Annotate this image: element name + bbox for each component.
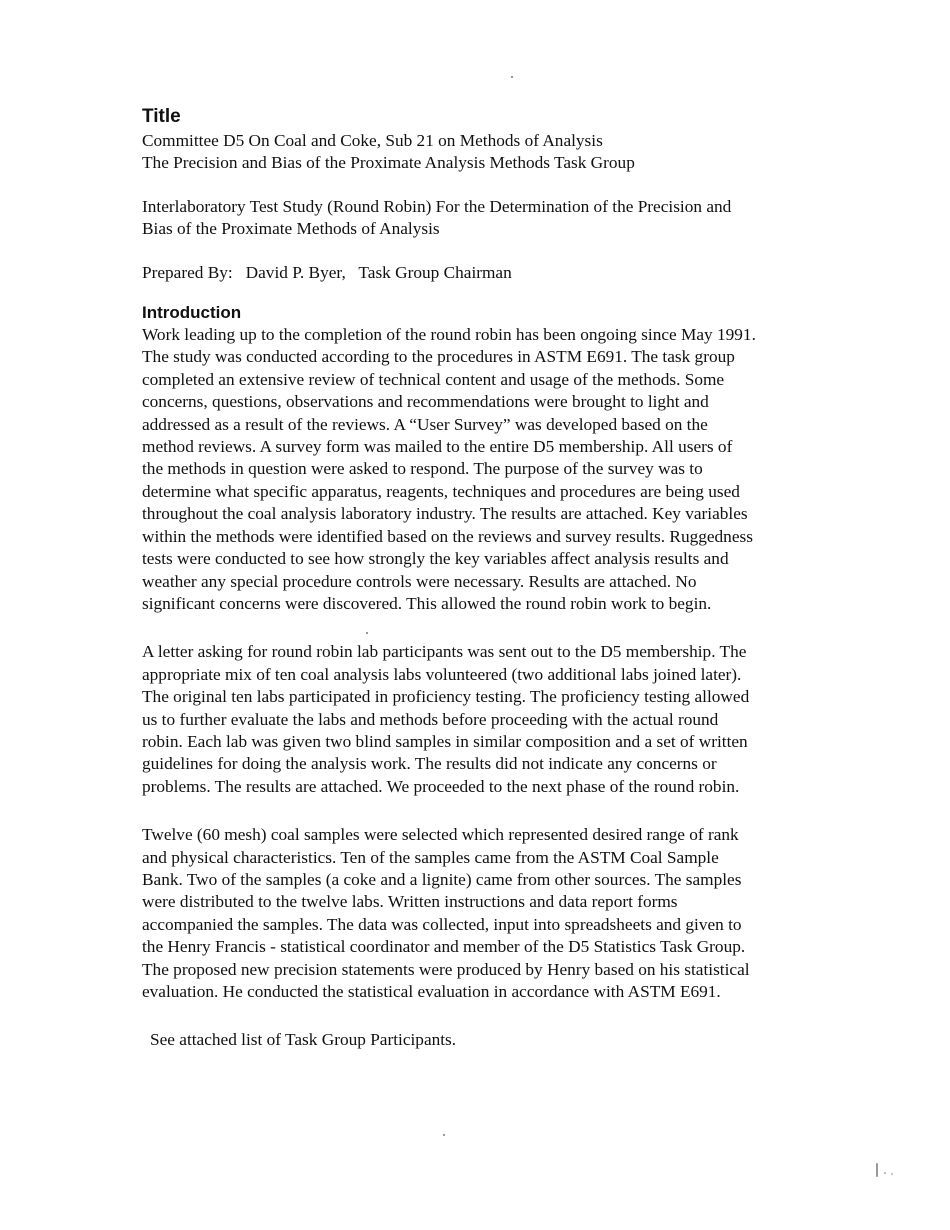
paragraph-line: were distributed to the twelve labs. Written instructions and data report forms (142, 892, 678, 912)
scan-speck (366, 632, 368, 634)
paragraph-line: completed an extensive review of technical content and usage of the methods. Some (142, 369, 725, 389)
paragraph-line: addressed as a result of the reviews. A “User Survey” was developed based on the (142, 414, 708, 434)
paragraph-line: the Henry Francis - statistical coordinator and member of the D5 Statistics Task Group. (142, 937, 746, 957)
study-title-line: Bias of the Proximate Methods of Analysis (142, 219, 440, 239)
paragraph-line: within the methods were identified based on the reviews and survey results. Ruggedness (142, 526, 753, 546)
paragraph-line: appropriate mix of ten coal analysis labs volunteered (two additional labs joined later). (142, 664, 742, 684)
paragraph-line: us to further evaluate the labs and methods before proceeding with the actual round (142, 709, 719, 729)
paragraph-line: guidelines for doing the analysis work. The results did not indicate any concerns or (142, 754, 717, 774)
paragraph-line: the methods in question were asked to respond. The purpose of the survey was to (142, 459, 703, 479)
document-page (142, 104, 822, 1052)
study-title (142, 196, 822, 241)
intro-paragraph-3 (142, 824, 822, 1003)
see-attached-note: See attached list of Task Group Participants. (150, 1030, 457, 1050)
paragraph-line: The proposed new precision statements were produced by Henry based on his statistical (142, 959, 750, 979)
task-group-line: The Precision and Bias of the Proximate Analysis Methods Task Group (142, 153, 635, 173)
scan-speck (891, 1173, 893, 1175)
title-heading: Title (142, 106, 181, 127)
scan-speck (511, 76, 513, 78)
paragraph-line: accompanied the samples. The data was collected, input into spreadsheets and given to (142, 914, 742, 934)
paragraph-line: The original ten labs participated in proficiency testing. The proficiency testing allowed (142, 687, 750, 707)
scan-speck (884, 1172, 886, 1174)
paragraph-line: weather any special procedure controls were necessary. Results are attached. No (142, 571, 697, 591)
paragraph-line: tests were conducted to see how strongly the key variables affect analysis results and (142, 549, 729, 569)
paragraph-line: A letter asking for round robin lab participants was sent out to the D5 membership. The (142, 642, 747, 662)
scan-speck (876, 1163, 878, 1177)
paragraph-line: Bank. Two of the samples (a coke and a lignite) came from other sources. The samples (142, 869, 742, 889)
paragraph-line: problems. The results are attached. We proceeded to the next phase of the round robin. (142, 776, 740, 796)
scan-speck (443, 1134, 445, 1136)
committee-lines (142, 130, 822, 175)
paragraph-line: Twelve (60 mesh) coal samples were selected which represented desired range of rank (142, 825, 739, 845)
intro-paragraph-2 (142, 641, 822, 798)
paragraph-line: Work leading up to the completion of the round robin has been ongoing since May 1991. (142, 325, 756, 345)
intro-paragraph-1 (142, 324, 822, 615)
paragraph-line: determine what specific apparatus, reagents, techniques and procedures are being used (142, 481, 740, 501)
committee-line: Committee D5 On Coal and Coke, Sub 21 on Methods of Analysis (142, 131, 603, 150)
paragraph-line: significant concerns were discovered. This allowed the round robin work to begin. (142, 593, 712, 613)
paragraph-line: method reviews. A survey form was mailed to the entire D5 membership. All users of (142, 437, 733, 457)
prepared-by: Prepared By: David P. Byer, Task Group Chairman (142, 262, 512, 282)
introduction-heading: Introduction (142, 303, 242, 323)
paragraph-line: evaluation. He conducted the statistical evaluation in accordance with ASTM E691. (142, 982, 721, 1001)
paragraph-line: The study was conducted according to the procedures in ASTM E691. The task group (142, 347, 735, 367)
paragraph-line: robin. Each lab was given two blind samples in similar composition and a set of written (142, 731, 748, 751)
paragraph-line: and physical characteristics. Ten of the samples came from the ASTM Coal Sample (142, 847, 719, 867)
study-title-line: Interlaboratory Test Study (Round Robin) For the Determination of the Precision and (142, 196, 732, 216)
paragraph-line: concerns, questions, observations and recommendations were brought to light and (142, 392, 709, 412)
paragraph-line: throughout the coal analysis laboratory industry. The results are attached. Key variables (142, 504, 748, 524)
